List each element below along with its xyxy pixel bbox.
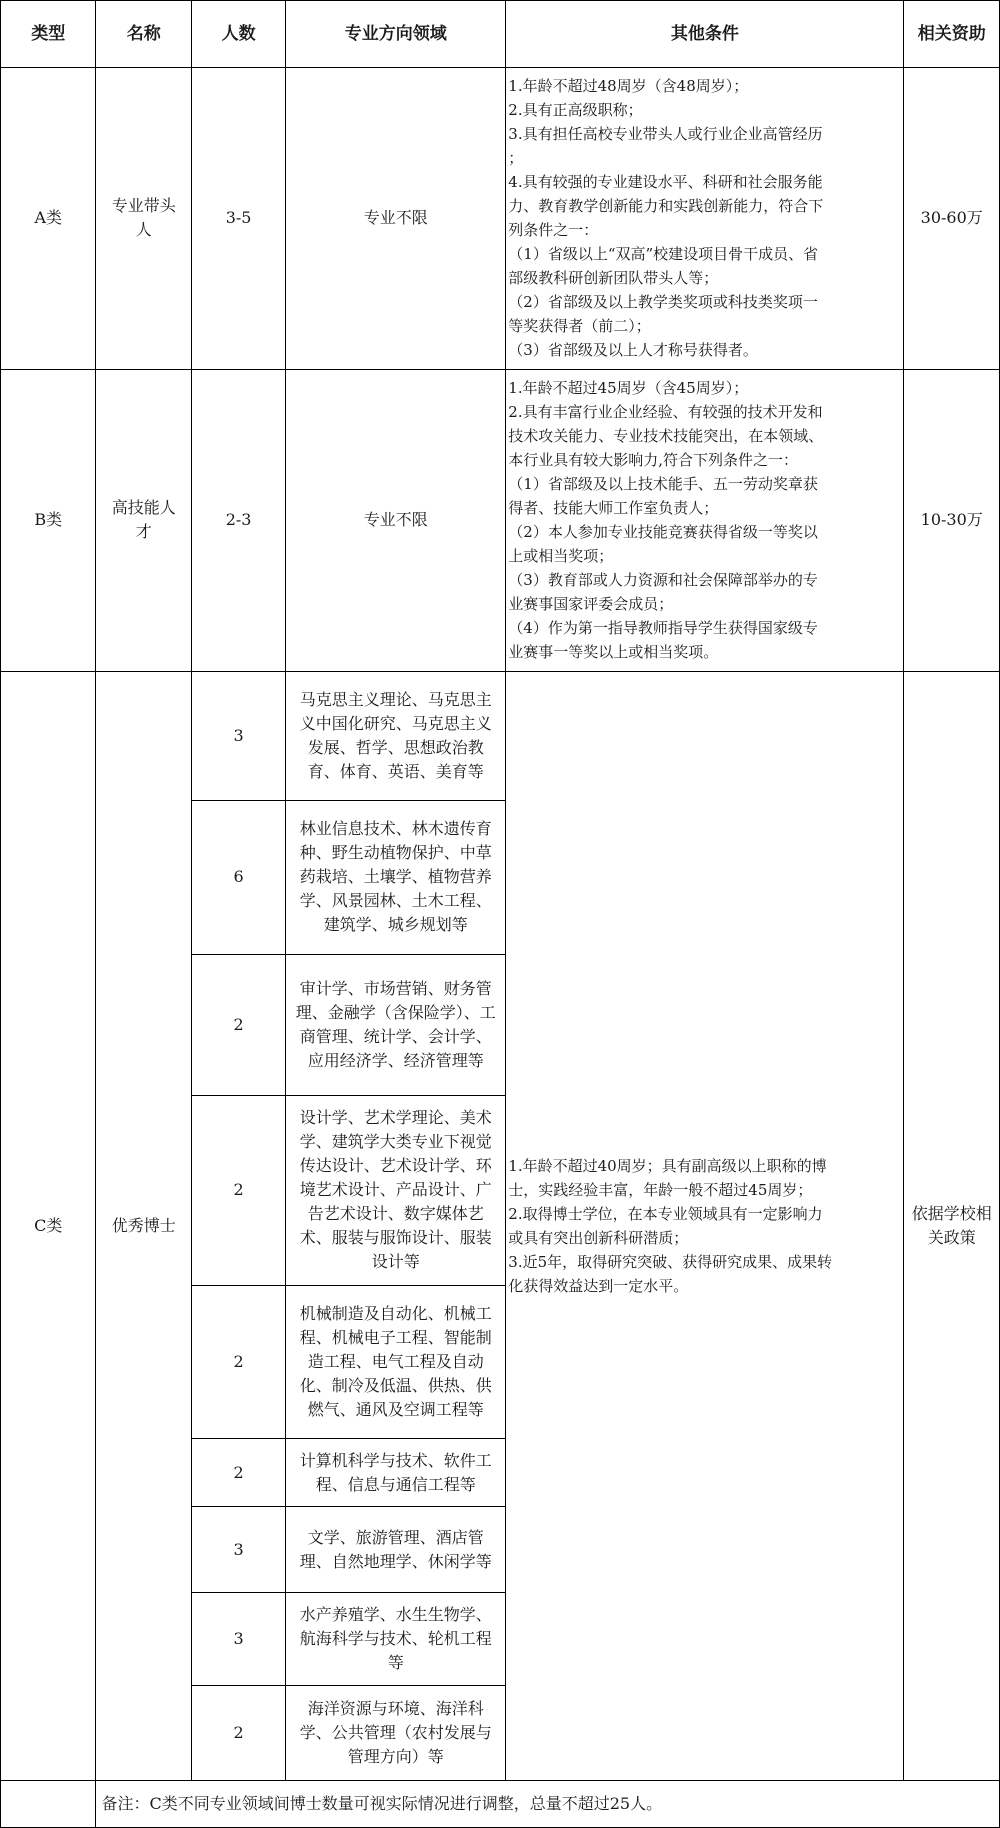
row-c-count: 6 bbox=[191, 801, 285, 955]
condition-line: 2.取得博士学位，在本专业领域具有一定影响力 bbox=[508, 1204, 823, 1223]
row-b bbox=[1, 369, 1000, 671]
row-c-count: 3 bbox=[191, 1507, 285, 1593]
condition-line: （4）作为第一指导教师指导学生获得国家级专 bbox=[508, 619, 818, 638]
condition-line: 上或相当奖项； bbox=[508, 547, 614, 566]
condition-line: 士，实践经验丰富，年龄一般不超过45周岁； bbox=[508, 1180, 813, 1199]
condition-line: 1.年龄不超过40周岁；具有副高级以上职称的博 bbox=[508, 1156, 827, 1175]
row-c-field: 林业信息技术、林木遗传育种、野生动植物保护、中草药栽培、土壤学、植物营养学、风景园林、土木工程、建筑学、城乡规划等 bbox=[286, 801, 506, 955]
row-c-count: 2 bbox=[191, 1095, 285, 1285]
row-c-conditions bbox=[506, 671, 904, 1780]
condition-line: 技术攻关能力、专业技术技能突出，在本领域、 bbox=[508, 427, 824, 446]
row-c-field: 马克思主义理论、马克思主义中国化研究、马克思主义发展、哲学、思想政治教育、体育、英语、美育等 bbox=[286, 671, 506, 801]
condition-line: 本行业具有较大影响力,符合下列条件之一： bbox=[508, 451, 799, 470]
row-a-count: 3-5 bbox=[191, 67, 285, 369]
condition-line: 3.近5年，取得研究突破、获得研究成果、成果转 bbox=[508, 1252, 833, 1271]
row-a bbox=[1, 67, 1000, 369]
note-spacer bbox=[1, 1780, 96, 1827]
row-a-funding: 30-60万 bbox=[904, 67, 1000, 369]
row-c-count: 2 bbox=[191, 1685, 285, 1780]
condition-line: 业赛事一等奖以上或相当奖项。 bbox=[508, 643, 719, 662]
condition-line: 1.年龄不超过48周岁（含48周岁）； bbox=[508, 77, 749, 96]
row-b-name: 高技能人才 bbox=[96, 369, 191, 671]
condition-line: ； bbox=[508, 149, 524, 168]
row-c-field: 水产养殖学、水生生物学、航海科学与技术、轮机工程等 bbox=[286, 1592, 506, 1685]
condition-line: 业赛事国家评委会成员； bbox=[508, 595, 674, 614]
condition-line: （2）省部级及以上教学类奖项或科技类奖项一 bbox=[508, 293, 818, 312]
row-b-field: 专业不限 bbox=[286, 369, 506, 671]
condition-line: 力、教育教学创新能力和实践创新能力，符合下 bbox=[508, 197, 824, 216]
note-row bbox=[1, 1780, 1000, 1827]
condition-line: 4.具有较强的专业建设水平、科研和社会服务能 bbox=[508, 173, 823, 192]
header-type: 类型 bbox=[1, 1, 96, 68]
condition-line: （3）教育部或人力资源和社会保障部举办的专 bbox=[508, 571, 818, 590]
row-c-field: 文学、旅游管理、酒店管理、自然地理学、休闲学等 bbox=[286, 1507, 506, 1593]
row-c-field: 海洋资源与环境、海洋科学、公共管理（农村发展与管理方向）等 bbox=[286, 1685, 506, 1780]
row-c-count: 2 bbox=[191, 954, 285, 1095]
row-c-field: 计算机科学与技术、软件工程、信息与通信工程等 bbox=[286, 1439, 506, 1507]
row-c-funding: 依据学校相关政策 bbox=[904, 671, 1000, 1780]
condition-line: 3.具有担任高校专业带头人或行业企业高管经历 bbox=[508, 125, 823, 144]
header-funding: 相关资助 bbox=[904, 1, 1000, 68]
condition-line: （1）省级以上“双高”校建设项目骨干成员、省 bbox=[508, 245, 819, 264]
header-count: 人数 bbox=[191, 1, 285, 68]
condition-line: 2.具有正高级职称； bbox=[508, 101, 643, 120]
table-note: 备注：C类不同专业领域间博士数量可视实际情况进行调整，总量不超过25人。 bbox=[96, 1780, 1000, 1827]
row-a-name: 专业带头人 bbox=[96, 67, 191, 369]
row-c-name: 优秀博士 bbox=[96, 671, 191, 1780]
row-b-count: 2-3 bbox=[191, 369, 285, 671]
row-c-count: 3 bbox=[191, 671, 285, 801]
row-c-field: 设计学、艺术学理论、美术学、建筑学大类专业下视觉传达设计、艺术设计学、环境艺术设计、产品设计、广告艺术设计、数字媒体艺术、服装与服饰设计、服装设计等 bbox=[286, 1095, 506, 1285]
header-field: 专业方向领域 bbox=[286, 1, 506, 68]
condition-line: 2.具有丰富行业企业经验、有较强的技术开发和 bbox=[508, 403, 823, 422]
row-c-count: 3 bbox=[191, 1592, 285, 1685]
row-c-type: C类 bbox=[1, 671, 96, 1780]
header-name: 名称 bbox=[96, 1, 191, 68]
condition-line: （3）省部级及以上人才称号获得者。 bbox=[508, 341, 758, 360]
header-conditions: 其他条件 bbox=[506, 1, 904, 68]
row-b-conditions bbox=[506, 369, 904, 671]
row-a-type: A类 bbox=[1, 67, 96, 369]
condition-line: （2）本人参加专业技能竞赛获得省级一等奖以 bbox=[508, 523, 818, 542]
condition-line: 列条件之一： bbox=[508, 221, 599, 240]
row-c-1 bbox=[1, 671, 1000, 801]
condition-line: 1.年龄不超过45周岁（含45周岁）； bbox=[508, 379, 749, 398]
row-c-field: 机械制造及自动化、机械工程、机械电子工程、智能制造工程、电气工程及自动化、制冷及低温、供热、供燃气、通风及空调工程等 bbox=[286, 1285, 506, 1439]
condition-line: 部级教科研创新团队带头人等； bbox=[508, 269, 719, 288]
condition-line: 化获得效益达到一定水平。 bbox=[508, 1276, 689, 1295]
condition-line: 或具有突出创新科研潜质； bbox=[508, 1228, 689, 1247]
condition-line: （1）省部级及以上技术能手、五一劳动奖章获 bbox=[508, 475, 818, 494]
condition-line: 得者、技能大师工作室负责人； bbox=[508, 499, 719, 518]
row-c-count: 2 bbox=[191, 1285, 285, 1439]
header-row bbox=[1, 1, 1000, 68]
row-a-conditions bbox=[506, 67, 904, 369]
row-a-field: 专业不限 bbox=[286, 67, 506, 369]
row-c-field: 审计学、市场营销、财务管理、金融学（含保险学）、工商管理、统计学、会计学、应用经济学、经济管理等 bbox=[286, 954, 506, 1095]
row-b-type: B类 bbox=[1, 369, 96, 671]
row-c-count: 2 bbox=[191, 1439, 285, 1507]
condition-line: 等奖获得者（前二）； bbox=[508, 317, 651, 336]
row-b-funding: 10-30万 bbox=[904, 369, 1000, 671]
